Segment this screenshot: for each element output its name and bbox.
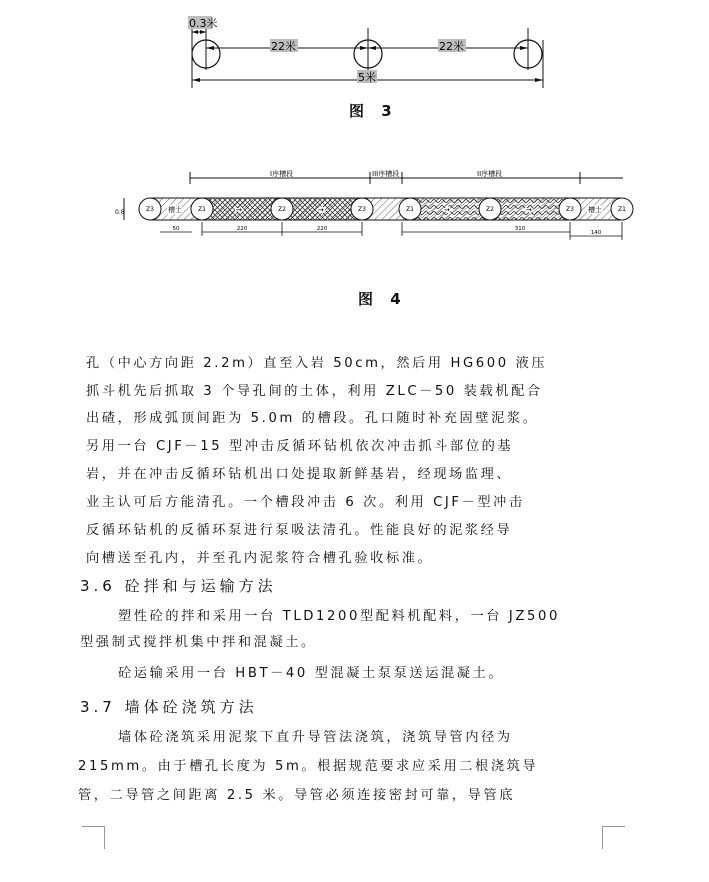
para4-line: 墙体砼浇筑采用泥浆下直升导管法浇筑，浇筑导管内径为 (118, 730, 513, 745)
para4-line: 管，二导管之间距离 2.5 米。导管必须连接密封可靠，导管底 (78, 788, 516, 803)
dim-label-22-b: 22米 (439, 40, 464, 53)
hole-label: Z1 (618, 206, 626, 213)
hole-label: Z2 (486, 206, 494, 213)
para1-line: 业主认可后方能清孔。一个槽段冲击 6 次。利用 CJF－型冲击 (86, 495, 525, 510)
segment-label: → (236, 206, 242, 214)
bottom-dim-label: 50 (172, 226, 180, 232)
segment-label: 槽土 (588, 206, 602, 214)
segment-label: → (318, 206, 324, 214)
header-seg-1: I序槽段 (270, 170, 294, 178)
page-corner-mark-left (82, 826, 105, 849)
para3-line: 砼运输采用一台 HBT－40 型混凝土泵泵送运混凝土。 (118, 666, 505, 681)
hole-label: Z2 (278, 206, 286, 213)
page-corner-mark-right (602, 826, 625, 849)
segment-label: → (444, 206, 450, 214)
para1-line: 另用一台 CJF－15 型冲击反循环钻机依次冲击抓斗部位的基 (86, 439, 514, 454)
para1-line: 向槽送至孔内，并至孔内泥浆符合槽孔验收标准。 (86, 551, 434, 566)
section-heading-3-7: 3.7 墙体砼浇筑方法 (80, 698, 258, 716)
para1-line: 孔（中心方向距 2.2m）直至入岩 50cm，然后用 HG600 液压 (86, 356, 548, 371)
header-seg-2: III序槽段 (372, 170, 400, 178)
side-dim-label: 0.8 (115, 209, 125, 216)
dim-label-0-3: 0.3米 (189, 17, 218, 30)
para2-line: 型强制式搅拌机集中拌和混凝土。 (80, 635, 317, 650)
para1-line: 抓斗机先后抓取 3 个导孔间的土体，利用 ZLC－50 装载机配合 (86, 384, 543, 399)
para1-line: 出碴，形成弧顶间距为 5.0m 的槽段。孔口随时补充固壁泥浆。 (86, 411, 539, 426)
header-seg-3: II序槽段 (477, 170, 503, 178)
hole-label: Z1 (198, 206, 206, 213)
segment-label: → (526, 206, 532, 214)
figure-4-diagram (0, 0, 709, 260)
bottom-dim-label: 220 (316, 226, 328, 232)
bottom-dim-label: 140 (590, 230, 602, 236)
para1-line: 岩，并在冲击反循环钻机出口处提取新鲜基岩，经现场监理、 (86, 467, 513, 482)
section-heading-3-6: 3.6 砼拌和与运输方法 (80, 577, 277, 595)
hole-label: Z3 (566, 206, 574, 213)
dim-label-5: 5米 (358, 71, 376, 84)
figure-4-caption: 图 4 (358, 290, 407, 308)
bottom-dim-label: 220 (236, 226, 248, 232)
para1-line: 反循环钻机的反循环泵进行泵吸法清孔。性能良好的泥浆经导 (86, 523, 513, 538)
para4-line: 215mm。由于槽孔长度为 5m。根据规范要求应采用二根浇筑导 (78, 759, 539, 774)
hole-label: Z3 (146, 206, 154, 213)
hole-label: Z1 (406, 206, 414, 213)
bottom-dim-label: 310 (514, 226, 526, 232)
hole-label: Z3 (358, 206, 366, 213)
dim-label-22-a: 22米 (271, 40, 296, 53)
segment-label: 槽土 (168, 206, 182, 214)
para2-line: 塑性砼的拌和采用一台 TLD1200型配料机配料，一台 JZ500 (118, 609, 560, 624)
figure-3-caption: 图 3 (349, 102, 398, 120)
